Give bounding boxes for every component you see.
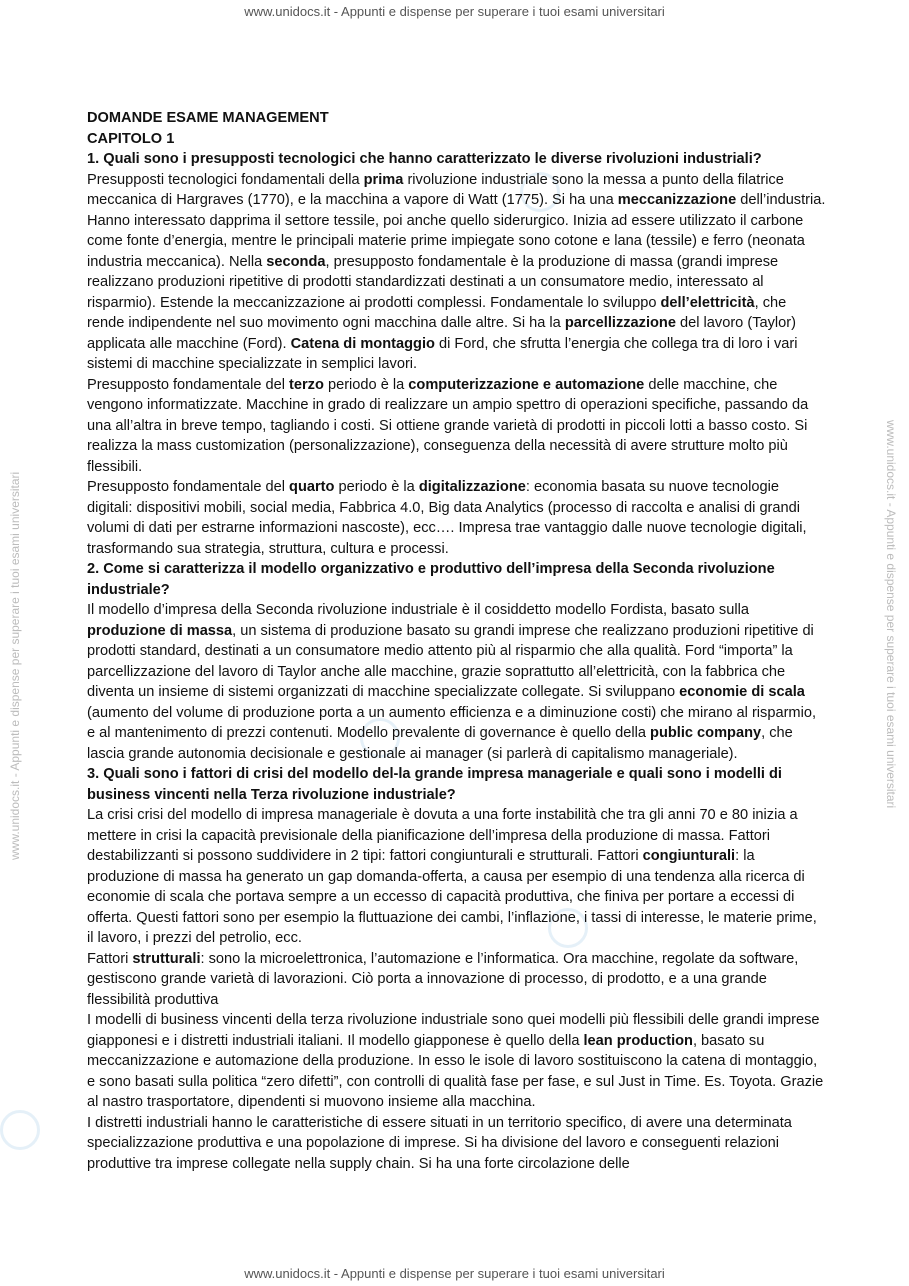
watermark-banner-bottom: www.unidocs.it - Appunti e dispense per superare i tuoi esami universitari — [244, 1266, 665, 1281]
answer-1-paragraph-2: Presupposto fondamentale del terzo periodo è la computerizzazione e automazione delle macchine, che vengono informatizzate. Macchine in grado di realizzare un ampio spettro di operazioni specifiche, passando da una all’altra in breve tempo, tagliando i costi. Si ottiene grande varietà di prodotti in piccoli lotti a basso costo. Si realizza la mass customization (personalizzazione), conseguenza della necessità di avere strutture molto più flessibili. — [87, 376, 809, 475]
answer-1-paragraph-3: Presupposto fondamentale del quarto periodo è la digitalizzazione: economia basata su nuove tecnologie digitali: dispositivi mobili, social media, Fabbrica 4.0, Big data Analytics (processo di raccolta e analisi di grandi volumi di dati per estrarne informazioni nascoste), ecc…. Impresa trae vantaggio dalle nuove tecnologie digitali, trasformando sua strategia, struttura, cultura e processi. — [87, 479, 807, 557]
answer-1-paragraph-1: Presupposti tecnologici fondamentali della prima rivoluzione industriale sono la messa a punto della filatrice meccanica di Hargraves (1770), e la macchina a vapore di Watt (1775). Si ha una meccanizzazione dell’industria. Hanno interessato dapprima il settore tessile, poi anche quello siderurgico. Inizia ad essere utilizzato il carbone come fonte d’energia, mentre le principali materie prime impiegate sono cotone e lana (tessile) e ferro (neonata industria meccanica). Nella seconda, presupposto fondamentale è la produzione di massa (grandi imprese realizzano produzioni ripetitive di prodotti standardizzati destinati a un consumatore medio, interessato al risparmio). Estende la meccanizzazione ai prodotti complessi. Fondamentale lo sviluppo dell’elettricità, che rende indipendente nel suo movimento ogni macchina dalle altre. Si ha la parcellizzazione del lavoro (Taylor) applicata alle macchine (Ford). Catena di montaggio di Ford, che sfrutta l’energia che collega tra di loro i vari sistemi di macchine specializzate in semplici lavori. — [87, 171, 826, 372]
watermark-banner-top: www.unidocs.it - Appunti e dispense per superare i tuoi esami universitari — [244, 4, 665, 19]
document-title: DOMANDE ESAME MANAGEMENT — [87, 110, 329, 126]
watermark-side-right: www.unidocs.it - Appunti e dispense per superare i tuoi esami universitari — [884, 420, 898, 809]
answer-3-paragraph-1: La crisi crisi del modello di impresa manageriale è dovuta a una forte instabilità che tra gli anni 70 e 80 inizia a mettere in crisi la capacità previsionale della pianificazione dell’impresa della produzione di massa. Fattori destabilizzanti si possono suddividere in 2 tipi: fattori congiunturali e strutturali. Fattori congiunturali: la produzione di massa ha generato un gap domanda-offerta, a causa per esempio di una tendenza alla ricerca di economie di scala che portava sempre a un eccesso di capacità produttiva, che finiva per portare a eccessi di offerta. Questi fattori sono per esempio la fluttuazione dei cambi, l’inflazione, i tassi di interesse, le materie prime, il lavoro, i prezzi del petrolio, ecc. — [87, 807, 817, 946]
question-1: 1. Quali sono i presupposti tecnologici che hanno caratterizzato le diverse rivoluzioni industriali? — [87, 151, 762, 167]
question-3: 3. Quali sono i fattori di crisi del modello del-la grande impresa manageriale e quali sono i modelli di business vincenti nella Terza rivoluzione industriale? — [87, 766, 782, 803]
answer-3-paragraph-2: Fattori strutturali: sono la microelettronica, l’automazione e l’informatica. Ora macchine, regolate da software, gestiscono grande varietà di lavorazioni. Ciò porta a innovazione di processo, di prodotto, e a una grande flessibilità produttiva — [87, 950, 799, 1008]
document-body — [87, 108, 827, 1174]
chapter-heading: CAPITOLO 1 — [87, 130, 175, 147]
watermark-side-left: www.unidocs.it - Appunti e dispense per superare i tuoi esami universitari — [8, 471, 22, 860]
watermark-logo-icon — [0, 1110, 40, 1150]
question-2: 2. Come si caratterizza il modello organizzativo e produttivo dell’impresa della Seconda rivoluzione industriale? — [87, 561, 775, 598]
answer-3-paragraph-3: I modelli di business vincenti della terza rivoluzione industriale sono quei modelli più flessibili delle grandi imprese giapponesi e i distretti industriali italiani. Il modello giapponese è quello della lean production, basato su meccanizzazione e automazione della produzione. In esso le isole di lavoro sostituiscono la catena di montaggio, e sono basati sulla politica “zero difetti”, con controlli di qualità fase per fase, e sul Just in Time. Es. Toyota. Grazie al nastro trasportatore, dipendenti si muovono insieme alla macchina. — [87, 1012, 824, 1110]
answer-2-paragraph-1: Il modello d’impresa della Seconda rivoluzione industriale è il cosiddetto modello Fordista, basato sulla produzione di massa, un sistema di produzione basato su grandi imprese che realizzano produzioni ripetitive di prodotti standard, destinati a un consumatore medio attento più al risparmio che alla qualità. Ford “importa” la parcellizzazione del lavoro di Taylor anche alle macchine, grazie soprattutto all’elettricità, con la fabbrica che diventa un insieme di sistemi organizzati di macchine specializzate collegate. Si sviluppano economie di scala (aumento del volume di produzione porta a un aumento efficienza e a diminuzione costi) che mirano al risparmio, e al mantenimento di prezzi contenuti. Modello prevalente di governance è quello della public company, che lascia grande autonomia decisionale e gestionale ai manager (si parlerà di capitalismo manageriale). — [87, 602, 817, 762]
answer-3-paragraph-4: I distretti industriali hanno le caratteristiche di essere situati in un territorio specifico, di avere una determinata specializzazione produttiva e una popolazione di imprese. Si ha divisione del lavoro e conseguenti relazioni produttive tra imprese collegate nella supply chain. Si ha una forte circolazione delle — [87, 1114, 792, 1172]
